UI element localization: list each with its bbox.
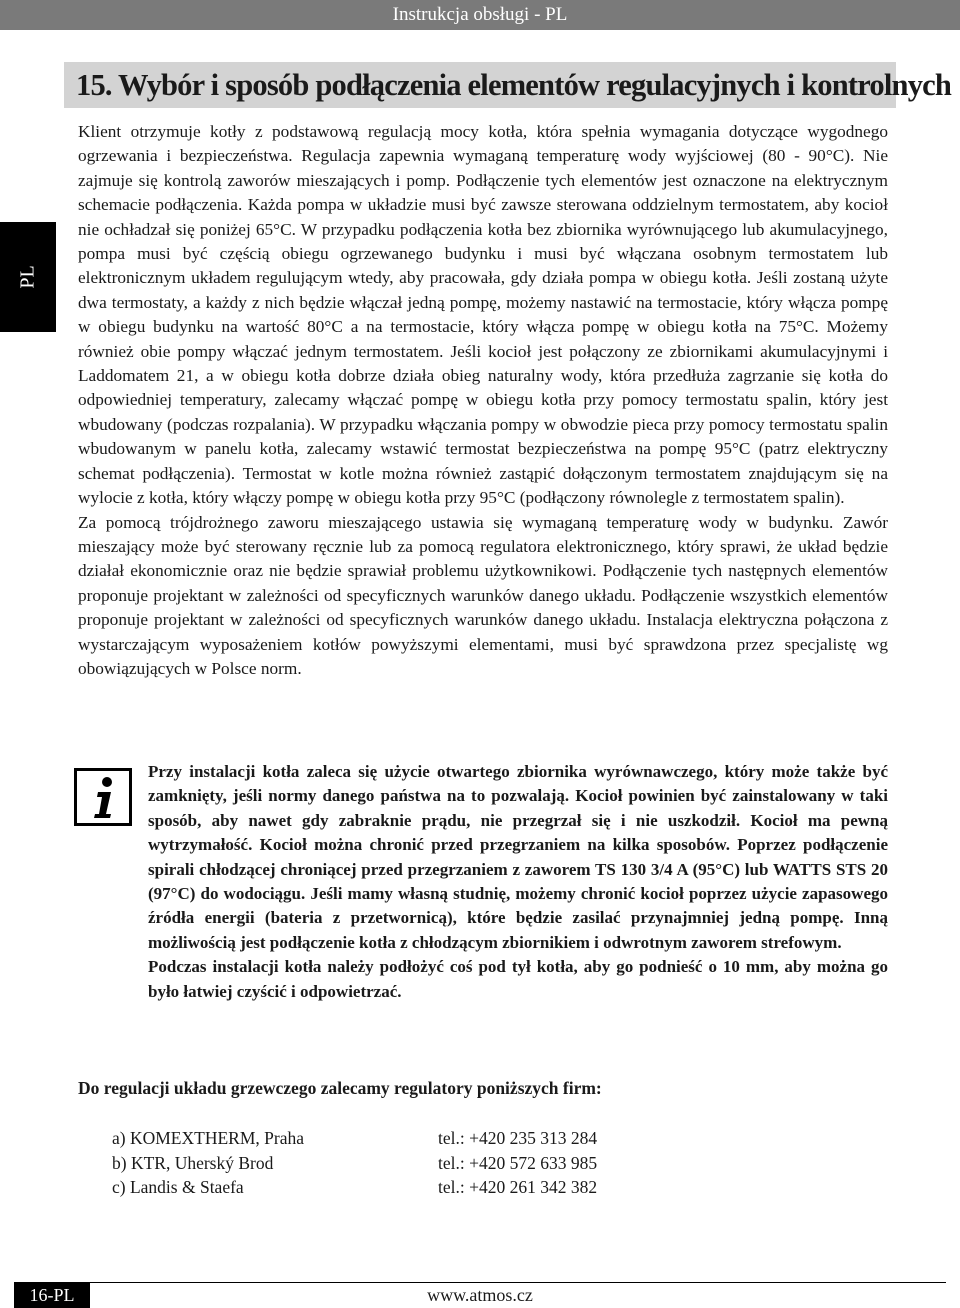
firm-phone: tel.: +420 572 633 985 bbox=[438, 1152, 598, 1173]
header-bar bbox=[0, 0, 960, 30]
firm-name: a) KOMEXTHERM, Praha bbox=[112, 1128, 304, 1148]
footer-url: www.atmos.cz bbox=[427, 1285, 533, 1305]
info-paragraph-2: Podczas instalacji kotła należy podłożyć coś pod tył kotła, aby go podnieść o 10 mm, aby można go było łatwiej czyścić i odpowietrzać. bbox=[148, 957, 888, 1001]
section-heading-box bbox=[64, 62, 952, 108]
firm-phone: tel.: +420 235 313 284 bbox=[438, 1128, 598, 1148]
language-tab bbox=[0, 222, 56, 332]
section-heading: 15. Wybór i sposób podłączenia elementów regulacyjnych i kontrolnych bbox=[76, 68, 952, 102]
info-paragraph-1: Przy instalacji kotła zaleca się użycie otwartego zbiornika wyrównawczego, który może także być zamknięty, jeśli normy danego państwa na to pozwalają. Kocioł powinien być zainstalowany w taki sposób, aby nawet gdy zabraknie prądu, nie przegrzał się i nie uszkodził. Kocioł ma pewną wytrzymałość. Kocioł można chronić przed przegrzaniem na kilka sposobów. Poprzez podłączenie spirali chłodzącej chroniącej przed przegrzaniem z zaworem TS 130 3/4 A (95°C) lub WATTS STS 20 (97°C) do wodociągu. Jeśli mamy własną studnię, możemy chronić kocioł poprzez użycie zapasowego źródła energii (bateria z przetwornicą), które będzie zasilać przynajmniej jedną pompę. Inną możliwością jest podłączenie kotła z chłodzącym zbiornikiem i odwrotnym zaworem strefowym. bbox=[148, 762, 888, 952]
info-icon bbox=[74, 768, 132, 826]
recommendation-text: Do regulacji układu grzewczego zalecamy regulatory poniższych firm: bbox=[78, 1078, 602, 1098]
firm-phone: tel.: +420 261 342 382 bbox=[438, 1177, 598, 1198]
firm-row bbox=[112, 1151, 672, 1176]
firm-row bbox=[112, 1126, 672, 1151]
body-paragraph-1: Klient otrzymuje kotły z podstawową regulacją mocy kotła, która spełnia wymagania dotyczące wygodnego ogrzewania i bezpieczeństwa. Regulacja zapewnia wymaganą temperaturę wody wyjściowej (80 - 90°C). Nie zajmuje się kontrolą zaworów mieszających i pomp. Podłączenie tych elementów jest oznaczone na elektrycznym schemacie podłączenia. Każda pompa w układzie musi być zawsze sterowana oddzielnym termostatem, aby kocioł nie ochładzał się poniżej 65°C. W przypadku podłączenia kotła bez zbiornika wyrównującego lub akumulacyjnego, pompa musi być częścią obiegu ogrzewanego budynku i musi być włączana osobnym termostatem lub elektronicznym układem regulującym wtedy, aby pracowała, gdy działa pompa w obiegu kotła. Jeśli zostaną użyte dwa termostaty, a każdy z nich będzie włączał jedną pompę, możemy nastawić na termostacie, który włącza pompę w obiegu budynku na wartość 80°C a na termostacie, który włącza pompę w obiegu kotła na 75°C. Możemy również obie pompy włączać jednym termostatem. Jeśli kocioł jest połączony ze zbiornikami akumulacyjnymi i Laddomatem 21, a w obiegu kotła dobrze działa obieg naturalny wody, która przedłuża zagrzanie się kotła do odpowiedniej temperatury, zalecamy włączać pompę w obiegu kotła przy pomocy termostatu spalin, który jest wbudowany (podczas rozpalania). W przypadku włączania pompy w obwodzie pieca przy pomocy termostatu spalin wbudowanym w panelu kotła, zalecamy wstawić termostat bezpieczeństwa na pompę 95°C (patrz elektryczny schemat podłączenia). Termostat w kotle można również zastąpić dołączonym termostatem znajdującym się na wylocie z kotła, który włączy pompę w obiegu kotła przy 95°C (podłączony równolegle z termostatem spalin). bbox=[78, 122, 888, 508]
firm-name: c) Landis & Staefa bbox=[112, 1177, 244, 1198]
firm-list bbox=[112, 1126, 672, 1200]
page-number: 16-PL bbox=[14, 1283, 90, 1308]
firm-row bbox=[112, 1175, 672, 1200]
language-tab-label: PL bbox=[16, 265, 39, 289]
body-paragraph-2: Za pomocą trójdrożnego zaworu mieszającego ustawia się wymaganą temperaturę wody w budynku. Zawór mieszający może być sterowany ręcznie lub za pomocą regulatora elektronicznego, który sprawi, że układ będzie działał ekonomicznie oraz nie będzie sprawiał problemu użytkownikowi. Podłączenie tych następnych elementów proponuje projektant w zależności od specyficznych warunków danego układu. Podłączenie wszystkich elementów proponuje projektant w zależności od specyficznych warunków danego układu. Instalacja elektryczna połączona z wystarczającym wyposażeniem kotłów powyższymi elementami, musi być sprawdzona przez specjalistę wg obowiązujących w Polsce norm. bbox=[78, 512, 888, 678]
header-title: Instrukcja obsługi - PL bbox=[392, 4, 568, 25]
body-text bbox=[78, 120, 888, 681]
firm-name: b) KTR, Uherský Brod bbox=[112, 1152, 274, 1173]
info-box bbox=[148, 760, 888, 1004]
